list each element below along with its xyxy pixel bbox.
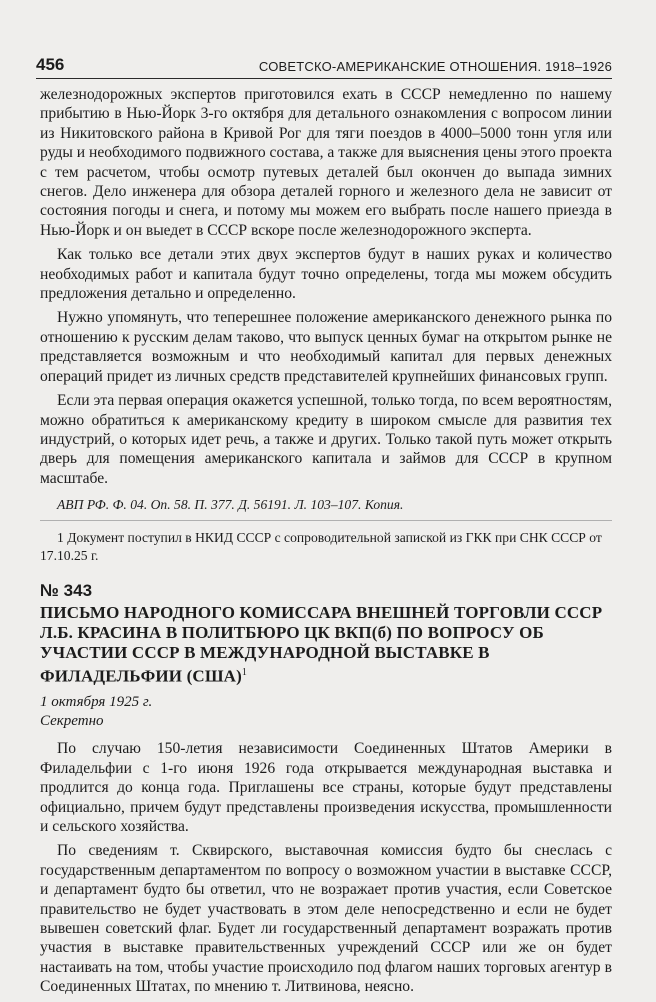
footnote-divider — [40, 520, 612, 521]
document-number: № 343 — [40, 581, 93, 601]
page-number: 456 — [36, 55, 65, 74]
body-paragraph: Нужно упомянуть, что теперешнее положение американского денежного рынка по отношению к русским делам таково, что выпуск ценных бумаг на открытом рынке не представляется возможным и что необходимый капитал для первых денежных операций придет из личных средств представителей крупнейших финансовых групп. — [40, 309, 612, 385]
document-classification: Секретно — [40, 713, 104, 730]
footnote: 1 Документ поступил в НКИД СССР с сопроводительной запиской из ГКК при СНК СССР от 17.10.25 г. — [40, 530, 602, 564]
body-paragraph: По сведениям т. Сквирского, выставочная комиссия будто бы снеслась с государственным департаментом по вопросу о возможном участии в выставке СССР, и департамент будто бы ответил, что не возражает против участия, если Советское правительство не будет участвовать в этом деле непосредственно и если не будет вывешен советский флаг. Будет ли государственный департамент возражать против участия в выставке правительственных учреждений СССР или же он будет настаивать на том, чтобы участие происходило под флагом наших торговых агентур в Соединенных Штатах, по мнению т. Литвинова, неясно. — [40, 842, 612, 996]
page-body — [40, 85, 612, 1002]
document-title-text: ПИСЬМО НАРОДНОГО КОМИССАРА ВНЕШНЕЙ ТОРГОВЛИ СССР Л.Б. КРАСИНА В ПОЛИТБЮРО ЦК ВКП(б) ПО ВОПРОСУ ОБ УЧАСТИИ СССР В МЕЖДУНАРОДНОЙ ВЫСТАВКЕ В ФИЛАДЕЛЬФИИ (США) — [40, 602, 603, 687]
document-title — [40, 603, 612, 688]
page-header — [36, 56, 612, 79]
body-paragraph: Как только все детали этих двух экспертов будут в наших руках и количество необходимых работ и капитала будут точно определены, тогда мы можем обсудить предложения детально и определенно. — [40, 246, 612, 303]
title-footnote-marker: 1 — [241, 667, 248, 679]
body-paragraph: Если эта первая операция окажется успешной, только тогда, по всем вероятностям, можно обратиться к американскому кредиту в широком смысле для развития тех индустрий, о которых идет речь, а также и других. Только такой путь может открыть дверь для помещения американского капитала и займов для СССР в крупном масштабе. — [40, 392, 612, 487]
body-paragraph: железнодорожных экспертов приготовился ехать в СССР немедленно по нашему прибытию в Нью-Йорк 3-го октября для детального ознакомления с вопросом линии из Никитовского района в Кривой Рог для тяги поездов в 4000–5000 тонн угля или руды и необходимого подвижного состава, а также для выяснения цены этого проекта с тем расчетом, чтобы осмотр путевых деталей был окончен до выпада зимних снегов. Дело инженера для обзора деталей горного и железного дела не зависит от состояния погоды и снега, и потому мы можем его выбрать после нашего приезда в Нью-Йорк и он выедет в СССР вскоре после железнодорожного эксперта. — [40, 86, 612, 239]
running-title: СОВЕТСКО-АМЕРИКАНСКИЕ ОТНОШЕНИЯ. 1918–1926 — [258, 59, 612, 74]
body-paragraph: По случаю 150-летия независимости Соединенных Штатов Америки в Филадельфии с 1-го июня 1926 года открывается международная выставка и продлится до конца года. Приглашены все страны, которые будут представлены официально, причем будут представлены произведения искусства, промышленности и сельского хозяйства. — [40, 740, 612, 835]
document-date: 1 октября 1925 г. — [40, 694, 153, 711]
archive-source: АВП РФ. Ф. 04. Оп. 58. П. 377. Д. 56191. Л. 103–107. Копия. — [57, 497, 404, 513]
